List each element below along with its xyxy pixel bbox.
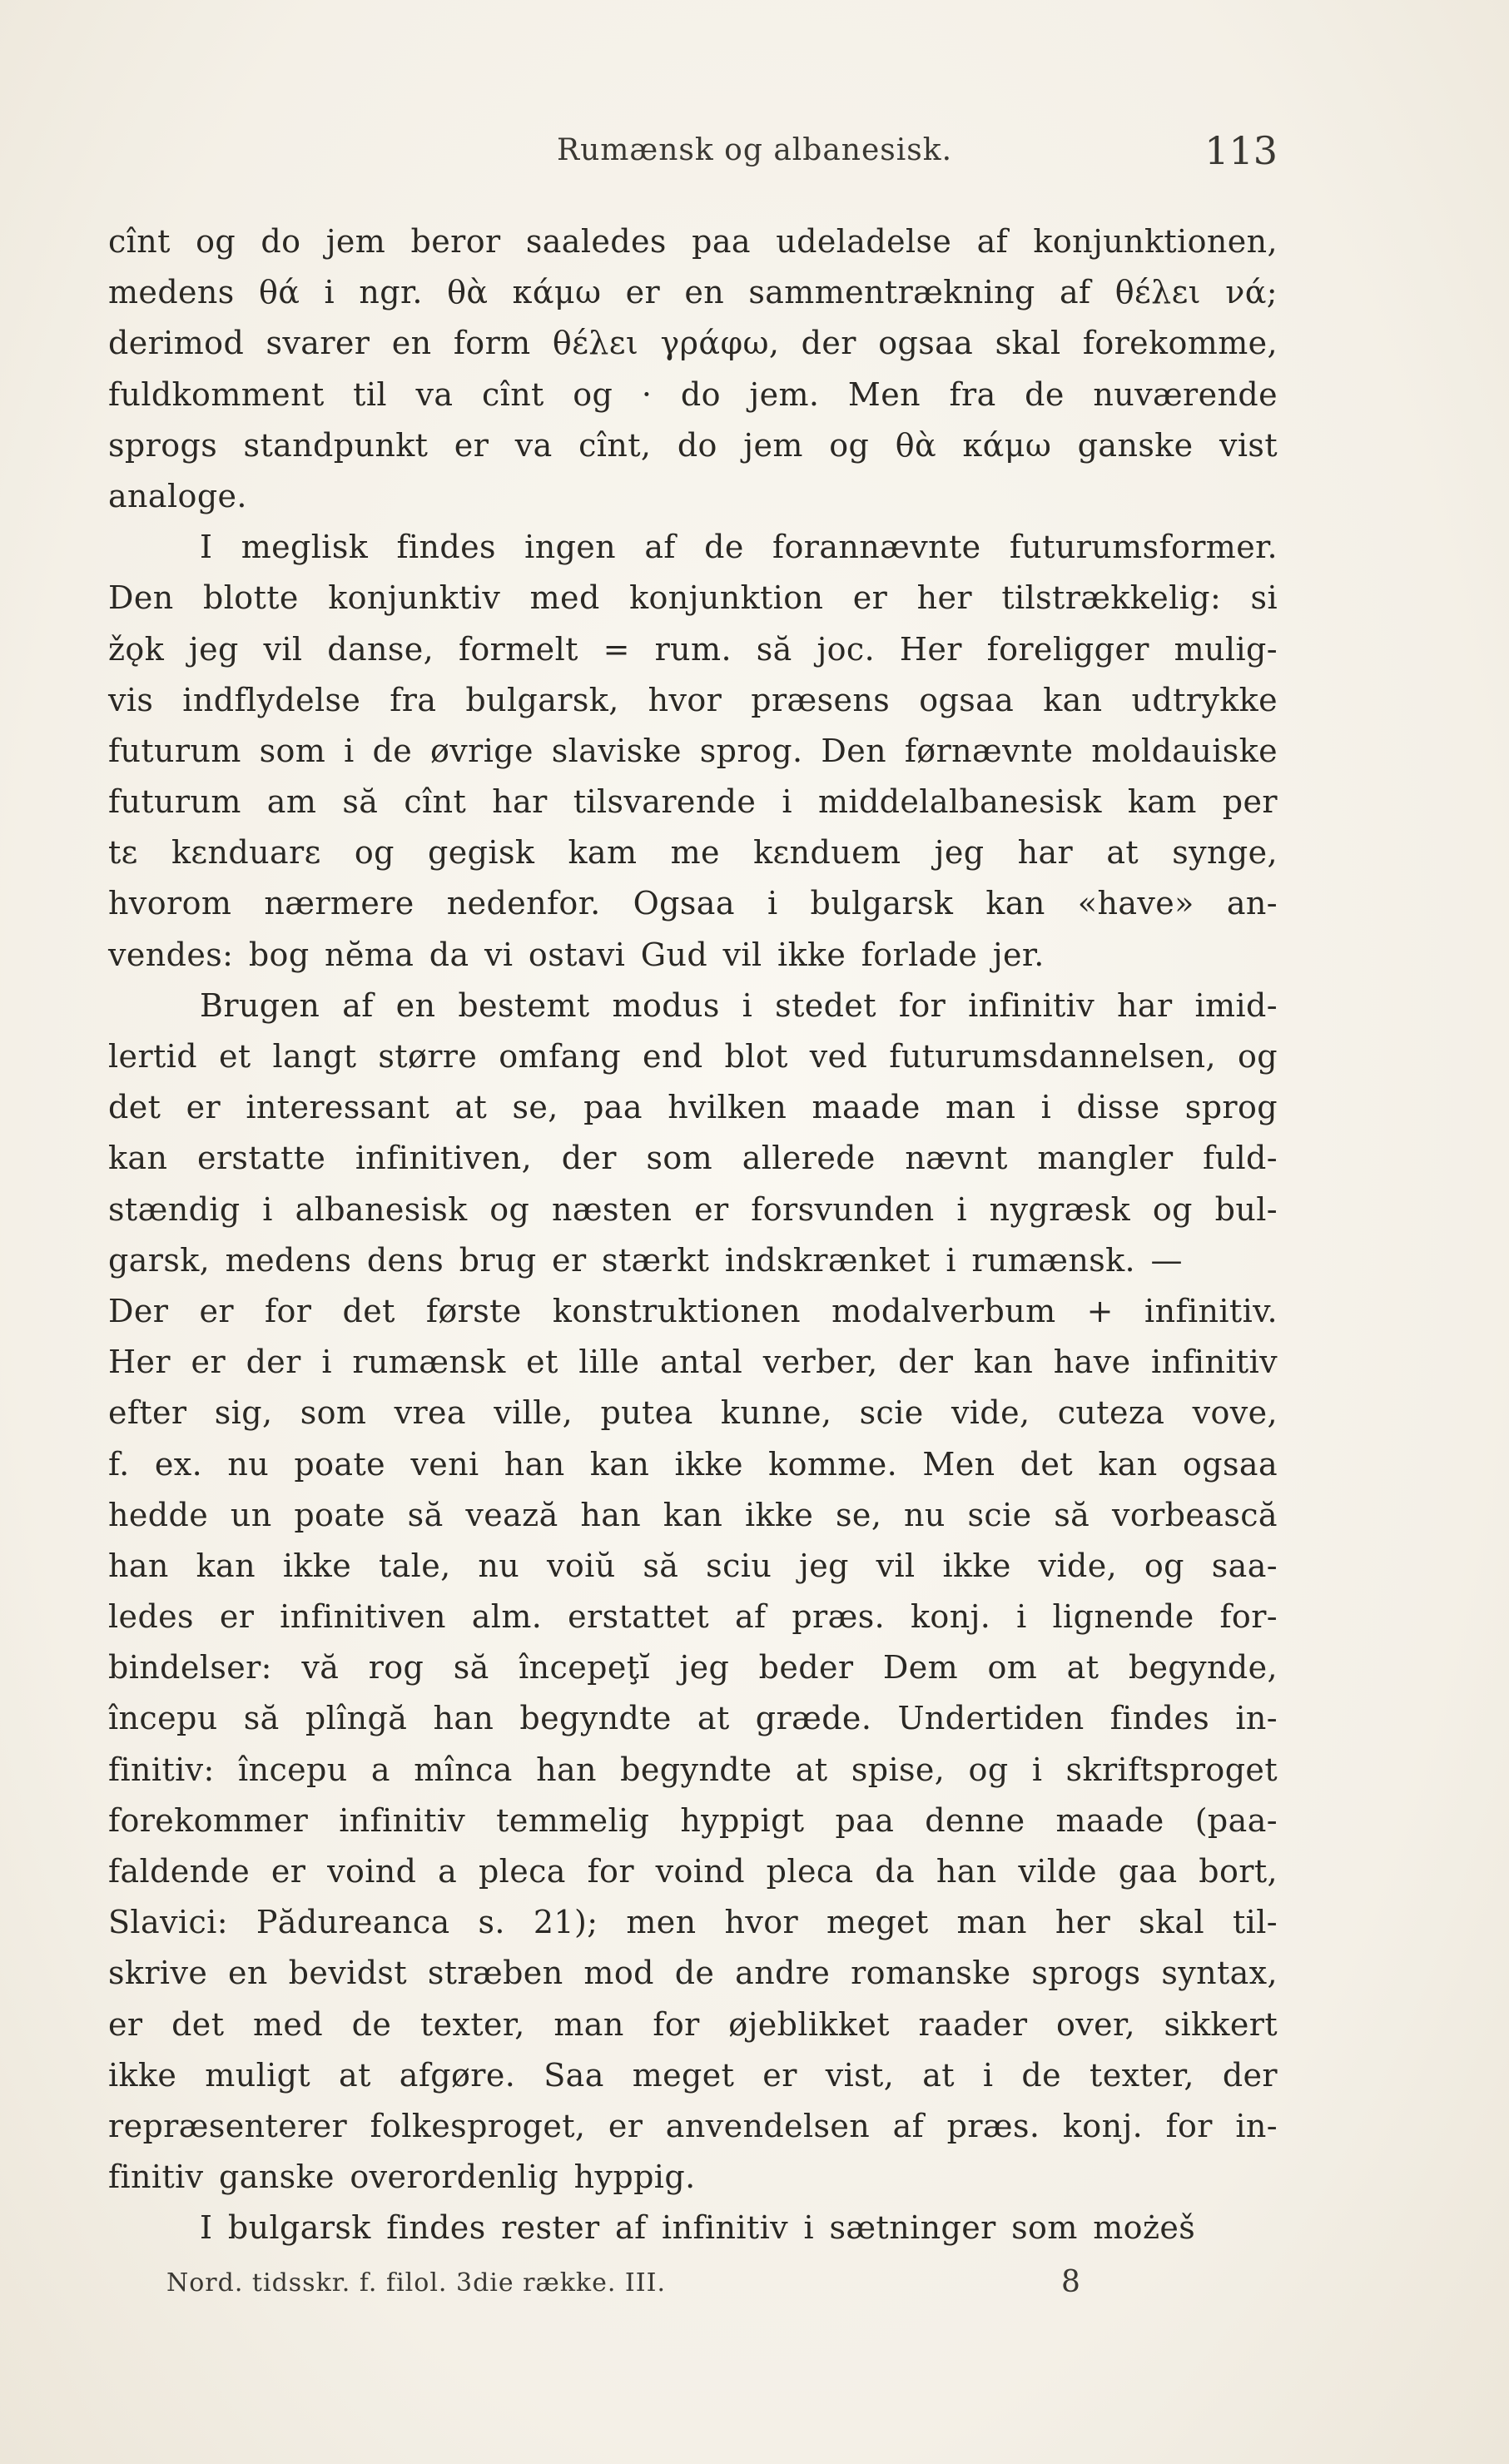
text-line: Slavici: Pădureanca s. 21); men hvor meget man her skal til- [108, 1904, 1278, 1941]
running-header [0, 128, 1509, 183]
text-line: hedde un poate să vează han kan ikke se, nu scie să vorbească [108, 1496, 1278, 1533]
text-line: sprogs standpunkt er va cînt, do jem og θὰ κάμω ganske vist [108, 426, 1278, 464]
text-line: începu să plîngă han begyndte at græde. Undertiden findes in- [108, 1700, 1278, 1737]
text-line: žǫk jeg vil danse, formelt = rum. să joc. Her foreligger mulig- [108, 630, 1278, 668]
text-line: kan erstatte infinitiven, der som allerede nævnt mangler fuld- [108, 1140, 1278, 1177]
text-line: derimod svarer en form θέλει γράφω, der ogsaa skal forekomme, [108, 325, 1278, 362]
text-line: lertid et langt større omfang end blot ved futurumsdannelsen, og [108, 1038, 1278, 1075]
text-line: cînt og do jem beror saaledes paa udeladelse af konjunktionen, [108, 223, 1278, 260]
body-text [108, 216, 1278, 2254]
text-line: garsk, medens dens brug er stærkt indskrænket i rumænsk. — [108, 1241, 1183, 1279]
text-line: ledes er infinitiven alm. erstattet af præs. konj. i lignende for- [108, 1598, 1278, 1636]
text-line: Brugen af en bestemt modus i stedet for infinitiv har imid- [200, 986, 1278, 1024]
text-line: f. ex. nu poate veni han kan ikke komme. Men det kan ogsaa [108, 1445, 1278, 1483]
text-line: fuldkomment til va cînt og · do jem. Men fra de nuværende [108, 375, 1278, 413]
text-line: Her er der i rumænsk et lille antal verber, der kan have infinitiv [108, 1344, 1278, 1381]
text-line: medens θά i ngr. θὰ κάμω er en sammentrækning af θέλει νά; [108, 274, 1278, 311]
text-line: efter sig, som vrea ville, putea kunne, scie vide, cuteza vove, [108, 1394, 1278, 1432]
footer [166, 2265, 1099, 2310]
text-line: vendes: bog nĕma da vi ostavi Gud vil ikke forlade jer. [108, 936, 1045, 973]
text-line: Der er for det første konstruktionen modalverbum + infinitiv. [108, 1292, 1278, 1329]
text-line: finitiv ganske overordenlig hyppig. [108, 2158, 696, 2196]
text-line: det er interessant at se, paa hvilken maade man i disse sprog [108, 1089, 1278, 1126]
text-line: I bulgarsk findes rester af infinitiv i sætninger som możeš [200, 2209, 1196, 2247]
text-line: hvorom nærmere nedenfor. Ogsaa i bulgarsk kan «have» an- [108, 885, 1278, 922]
text-line: ikke muligt at afgøre. Saa meget er vist, at i de texter, der [108, 2056, 1278, 2094]
text-line: finitiv: începu a mînca han begyndte at spise, og i skriftsproget [108, 1751, 1278, 1788]
text-line: repræsenterer folkesproget, er anvendelsen af præs. konj. for in- [108, 2107, 1278, 2144]
text-line: futurum som i de øvrige slaviske sprog. Den førnævnte moldauiske [108, 732, 1278, 769]
text-line: er det med de texter, man for øjeblikket raader over, sikkert [108, 2005, 1278, 2043]
text-line: vis indflydelse fra bulgarsk, hvor præsens ogsaa kan udtrykke [108, 681, 1278, 718]
text-line: forekommer infinitiv temmelig hyppigt paa denne maade (paa- [108, 1801, 1278, 1839]
text-line: stændig i albanesisk og næsten er forsvunden i nygræsk og bul- [108, 1190, 1278, 1228]
text-line: Den blotte konjunktiv med konjunktion er her tilstrækkelig: si [108, 579, 1278, 617]
text-line: han kan ikke tale, nu voiŭ să sciu jeg vil ikke vide, og saa- [108, 1547, 1278, 1584]
signature-mark: 8 [1061, 2265, 1081, 2299]
text-line: I meglisk findes ingen af de forannævnte futurumsformer. [200, 529, 1278, 566]
text-line: analoge. [108, 477, 247, 514]
running-title: Rumænsk og albanesisk. [556, 133, 953, 167]
text-line: bindelser: vă rog să începeţĭ jeg beder Dem om at begynde, [108, 1649, 1278, 1687]
text-line: faldende er voind a pleca for voind pleca da han vilde gaa bort, [108, 1853, 1278, 1890]
page-number: 113 [1204, 128, 1278, 173]
journal-reference: Nord. tidsskr. f. filol. 3die række. III. [166, 2268, 666, 2298]
text-line: skrive en bevidst stræben mod de andre romanske sprogs syntax, [108, 1955, 1278, 1992]
text-line: futurum am să cînt har tilsvarende i middelalbanesisk kam per [108, 783, 1278, 821]
text-line: tε kεnduarε og gegisk kam me kεnduem jeg har at synge, [108, 834, 1278, 872]
